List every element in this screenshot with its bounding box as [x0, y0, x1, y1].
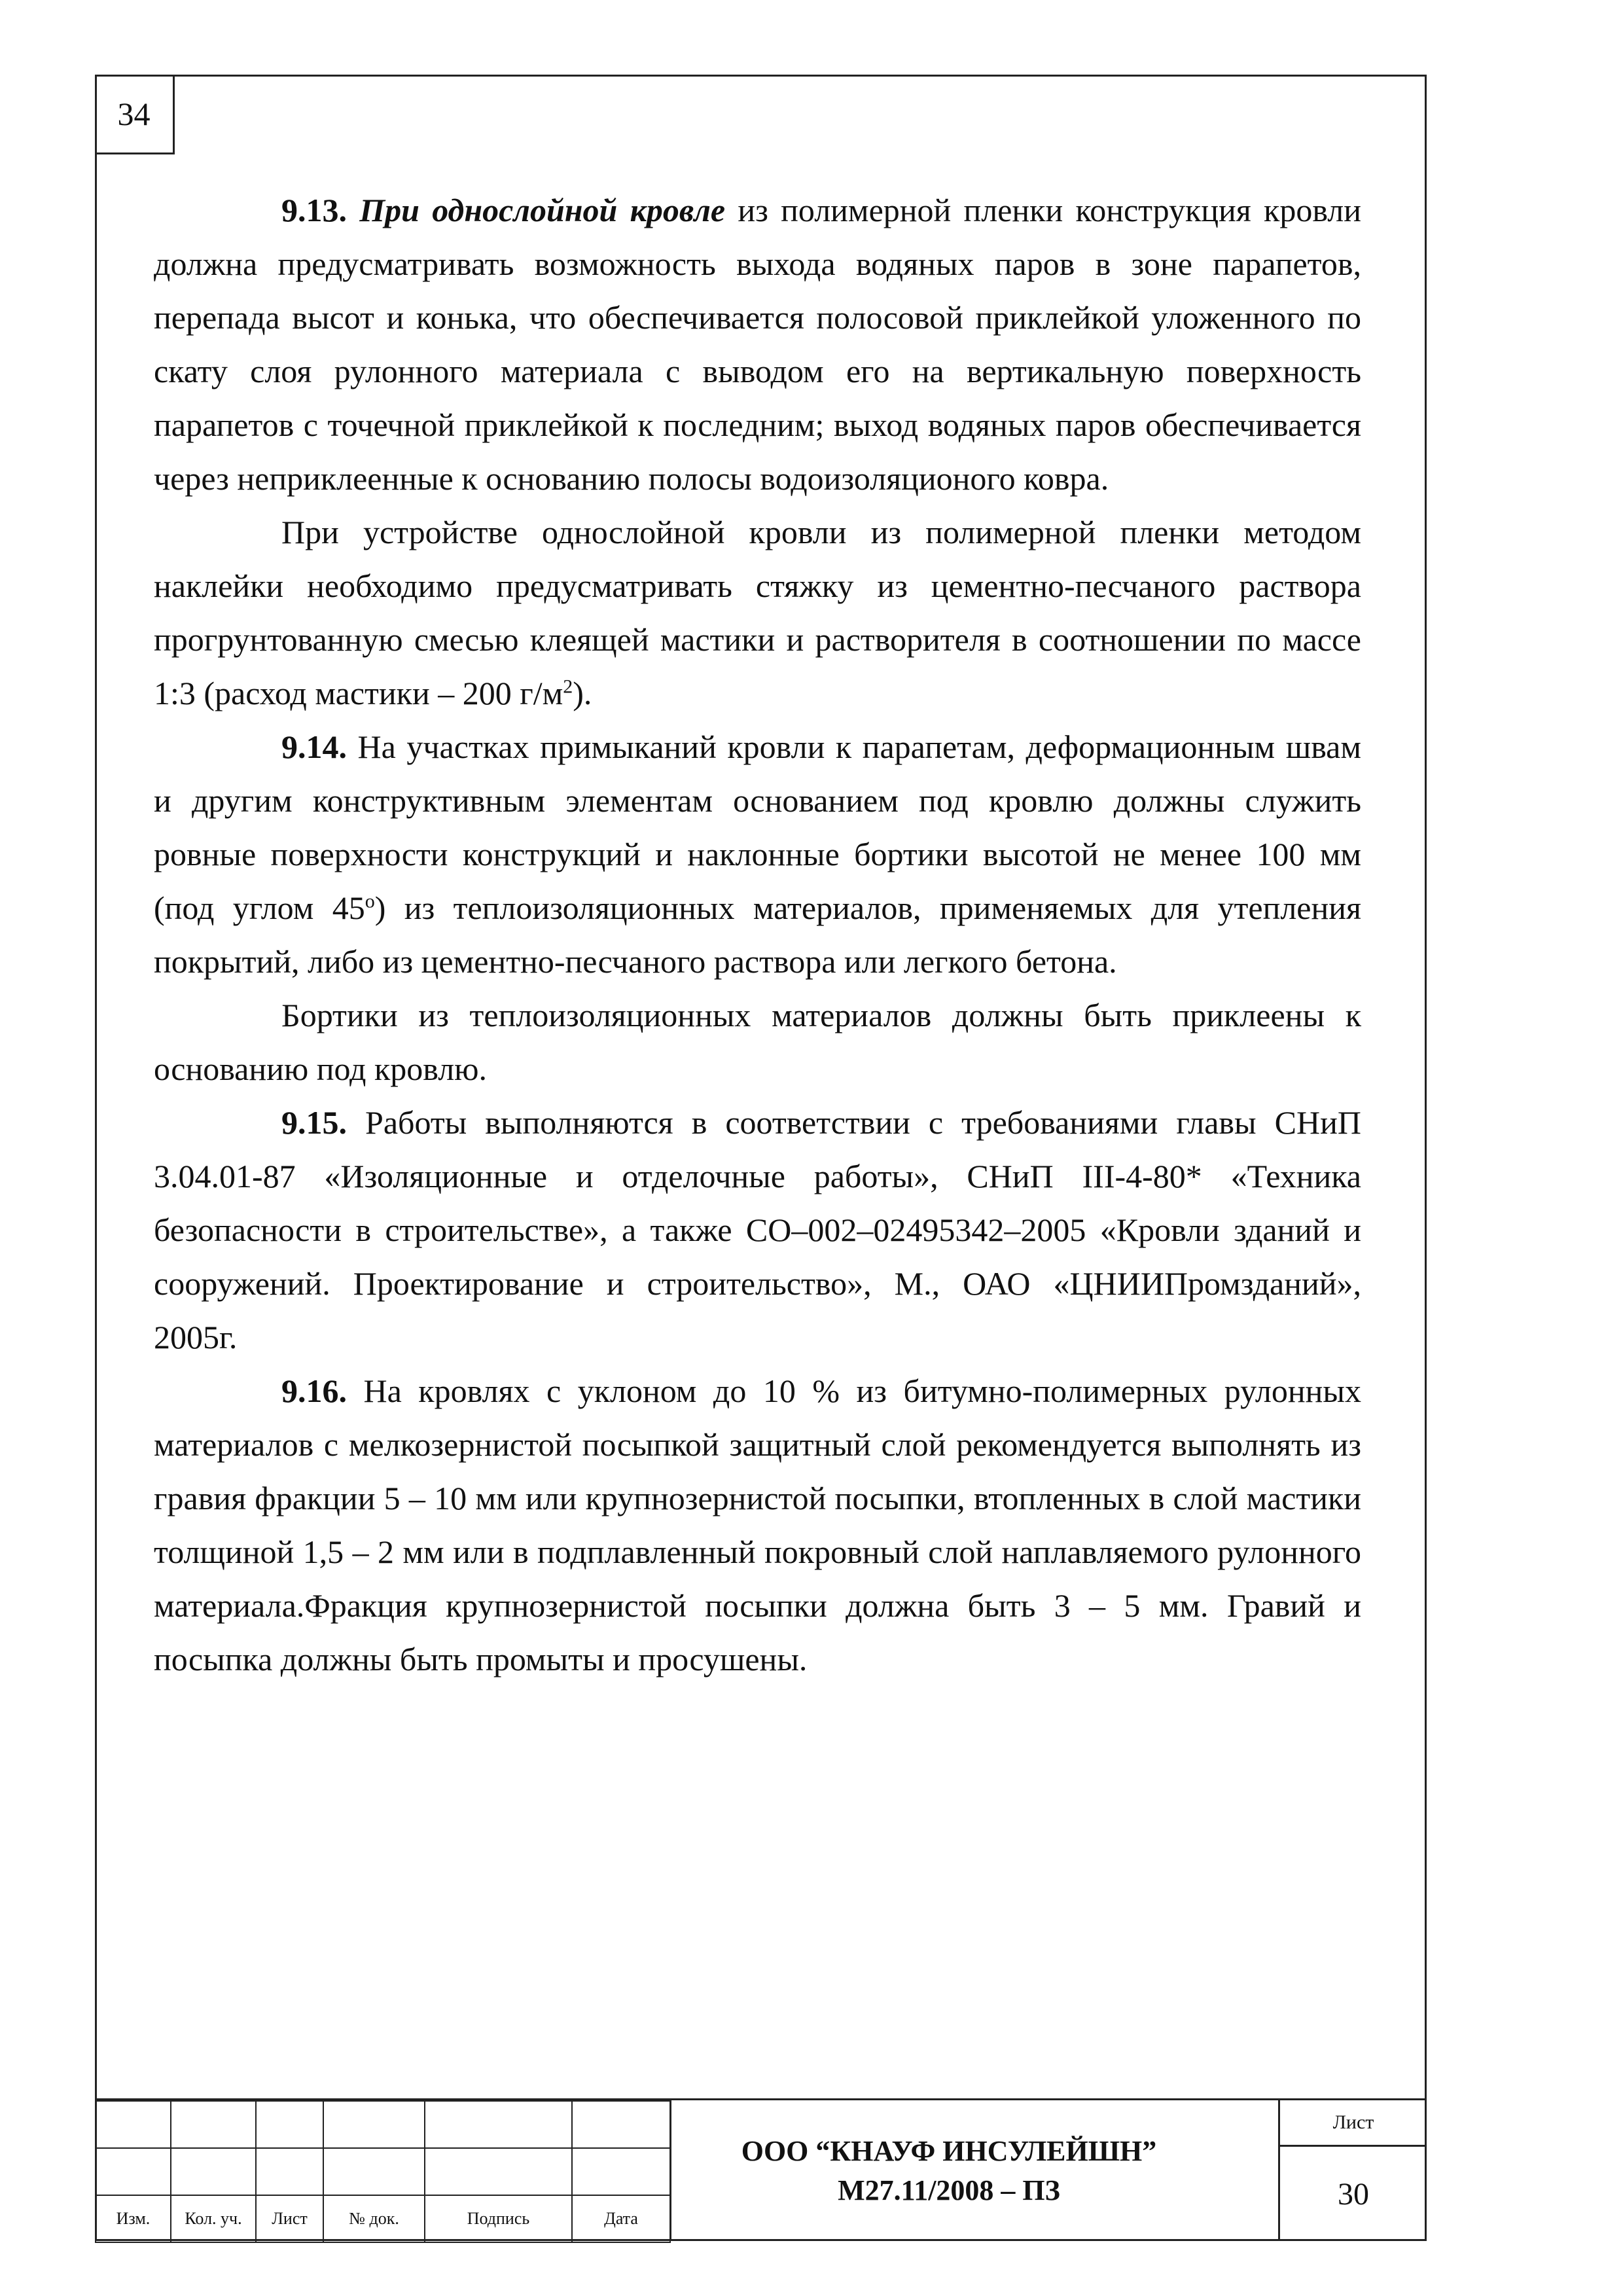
paragraph-single-layer	[154, 505, 1361, 720]
section-number: 9.13.	[281, 192, 347, 228]
paragraph-borders	[154, 988, 1361, 1096]
paragraph-9-14	[154, 720, 1361, 988]
paragraph-text: Бортики из теплоизоляционных материалов должны быть приклеены к основанию под кровлю.	[154, 997, 1361, 1087]
paragraph-text: Работы выполняются в соответствии с требованиями главы СНиП 3.04.01-87 «Изоляционные и отделочные работы», СНиП III-4-80* «Техника безопасности в строительстве», а также СО–002–02495342–2005 «Кровли зданий и сооружений. Проектирование и строительство», М., ОАО «ЦНИИПромзданий», 2005г.	[154, 1104, 1361, 1355]
col-header-qty: Кол. уч.	[171, 2195, 256, 2242]
title-block	[95, 2098, 1427, 2241]
section-number: 9.14.	[281, 728, 347, 765]
paragraph-9-13	[154, 183, 1361, 505]
company-name: ООО “КНАУФ ИНСУЛЕЙШН”	[741, 2134, 1157, 2167]
paragraph-text: На кровлях с уклоном до 10 % из битумно-полимерных рулонных материалов с мелкозернистой посыпкой защитный слой рекомендуется выполнять из гравия фракции 5 – 10 мм или крупнозернистой посыпки, втопленных в слой мастики толщиной 1,5 – 2 мм или в подплавленный покровный слой наплавляемого рулонного материала.Фракция крупнозернистой посыпки должна быть 3 – 5 мм. Гравий и посыпка должны быть промыты и просушены.	[154, 1372, 1361, 1677]
company-block	[669, 2100, 1375, 2241]
paragraph-9-15	[154, 1096, 1361, 1364]
section-number: 9.16.	[281, 1372, 347, 1409]
paragraph-text: из полимерной пленки конструкция кровли должна предусматривать возможность выхода водяных паров в зоне парапетов, перепада высот и конька, что обеспечивается полосовой приклейкой уложенного по скату слоя рулонного материала с выводом его на вертикальную поверхность парапетов с точечной приклейкой к последним; выход водяных паров обеспечивается через неприклеенные к основанию полосы водоизоляционого ковра.	[154, 192, 1361, 497]
document-code: М27.11/2008 – ПЗ	[838, 2174, 1060, 2206]
paragraph-text-end: ) из теплоизоляционных материалов, применяемых для утепления покрытий, либо из цементно-песчаного раствора или легкого бетона.	[154, 889, 1361, 980]
emphasis-text: При однослойной кровле	[359, 192, 726, 228]
superscript: о	[365, 890, 375, 912]
page-number: 34	[95, 75, 175, 154]
col-header-signature: Подпись	[425, 2195, 572, 2242]
section-number: 9.15.	[281, 1104, 347, 1141]
superscript: 2	[563, 675, 573, 698]
sheet-number: 30	[1338, 2176, 1369, 2212]
paragraph-text-end: ).	[573, 675, 592, 711]
paragraph-9-16	[154, 1364, 1361, 1686]
col-header-date: Дата	[572, 2195, 670, 2242]
col-header-doc: № док.	[323, 2195, 425, 2242]
sheet-label: Лист	[1280, 2100, 1427, 2147]
paragraph-text: На участках примыканий кровли к парапетам, деформационным швам и другим конструктивным элементам основанием под кровлю должны служить ровные поверхности конструкций и наклонные бортики высотой не менее 100 мм (под углом 45	[154, 728, 1361, 926]
sheet-box	[1278, 2100, 1427, 2241]
document-body	[154, 183, 1361, 1686]
paragraph-text: При устройстве однослойной кровли из полимерной пленки методом наклейки необходимо предусматривать стяжку из цементно-песчаного раствора прогрунтованную смесью клеящей мастики и растворителя в соотношении по массе 1:3 (расход мастики – 200 г/м	[154, 514, 1361, 711]
revision-grid	[95, 2100, 671, 2243]
col-header-sheet: Лист	[256, 2195, 323, 2242]
col-header-change: Изм.	[96, 2195, 171, 2242]
